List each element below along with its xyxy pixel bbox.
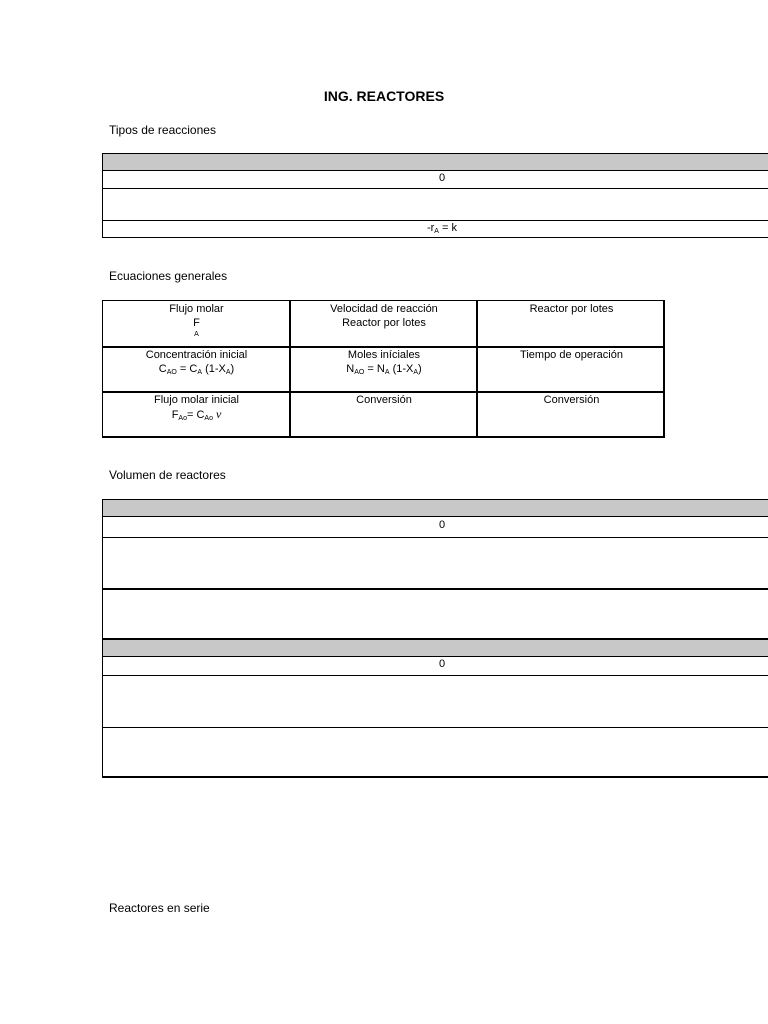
volumen-row-blank — [102, 676, 768, 728]
tipos-value-text: 0 — [438, 172, 446, 184]
concentracion-formula: $C_{AO} = C_A$ $(1-X_A)$ — [158, 363, 235, 376]
cell-reactor-lotes: Reactor por lotes — [529, 303, 614, 315]
cell-moles-iniciales: Moles iníciales $N_{AO} = N_A$ $(1-X_A)$ — [291, 347, 477, 391]
tipos-row-rate — [102, 221, 768, 238]
volumen-row-blank — [102, 538, 768, 590]
volumen-header-bar-2 — [102, 639, 768, 657]
tipos-row-value — [102, 171, 768, 189]
volumen-value-text: 0 — [438, 519, 446, 531]
rate-equation: $-r_A = k$ — [426, 222, 458, 235]
ecuaciones-grid — [102, 300, 665, 438]
cell-flujo-molar-inicial: Flujo molar inicial $F_{Ao}= C_{Ao}$ ν — [103, 392, 290, 437]
section-ecuaciones-heading: Ecuaciones generales — [109, 269, 228, 283]
volumen-header-bar-1 — [102, 499, 768, 517]
volumen-row-value-1 — [102, 517, 768, 538]
section-serie-heading: Reactores en serie — [109, 901, 210, 915]
tipos-row-blank — [102, 189, 768, 221]
section-tipos-heading: Tipos de reacciones — [109, 123, 216, 137]
cell-conversion: Conversión — [356, 394, 412, 406]
cell-tiempo-operacion: Tiempo de operación — [520, 349, 623, 361]
cell-flujo-molar: Flujo molar F A — [169, 303, 224, 338]
cell-conversion: Conversión — [543, 394, 600, 406]
volumen-row-blank — [102, 590, 768, 639]
tipos-header-bar — [102, 153, 768, 171]
page-title: ING. REACTORES — [323, 88, 445, 104]
cell-velocidad-reaccion: Velocidad de reacción Reactor por lotes — [330, 303, 438, 329]
volumen-row-blank — [102, 728, 768, 778]
section-volumen-heading: Volumen de reactores — [109, 468, 226, 482]
volumen-value-text: 0 — [438, 658, 446, 670]
volumen-row-value-2 — [102, 657, 768, 676]
flujo-formula: $F_{Ao}= C_{Ao}$ ν — [171, 407, 222, 422]
moles-formula: $N_{AO} = N_A$ $(1-X_A)$ — [346, 363, 422, 376]
cell-concentracion-inicial: Concentración inicial $C_{AO} = C_A$ $(1-X_A)$ — [103, 347, 290, 391]
